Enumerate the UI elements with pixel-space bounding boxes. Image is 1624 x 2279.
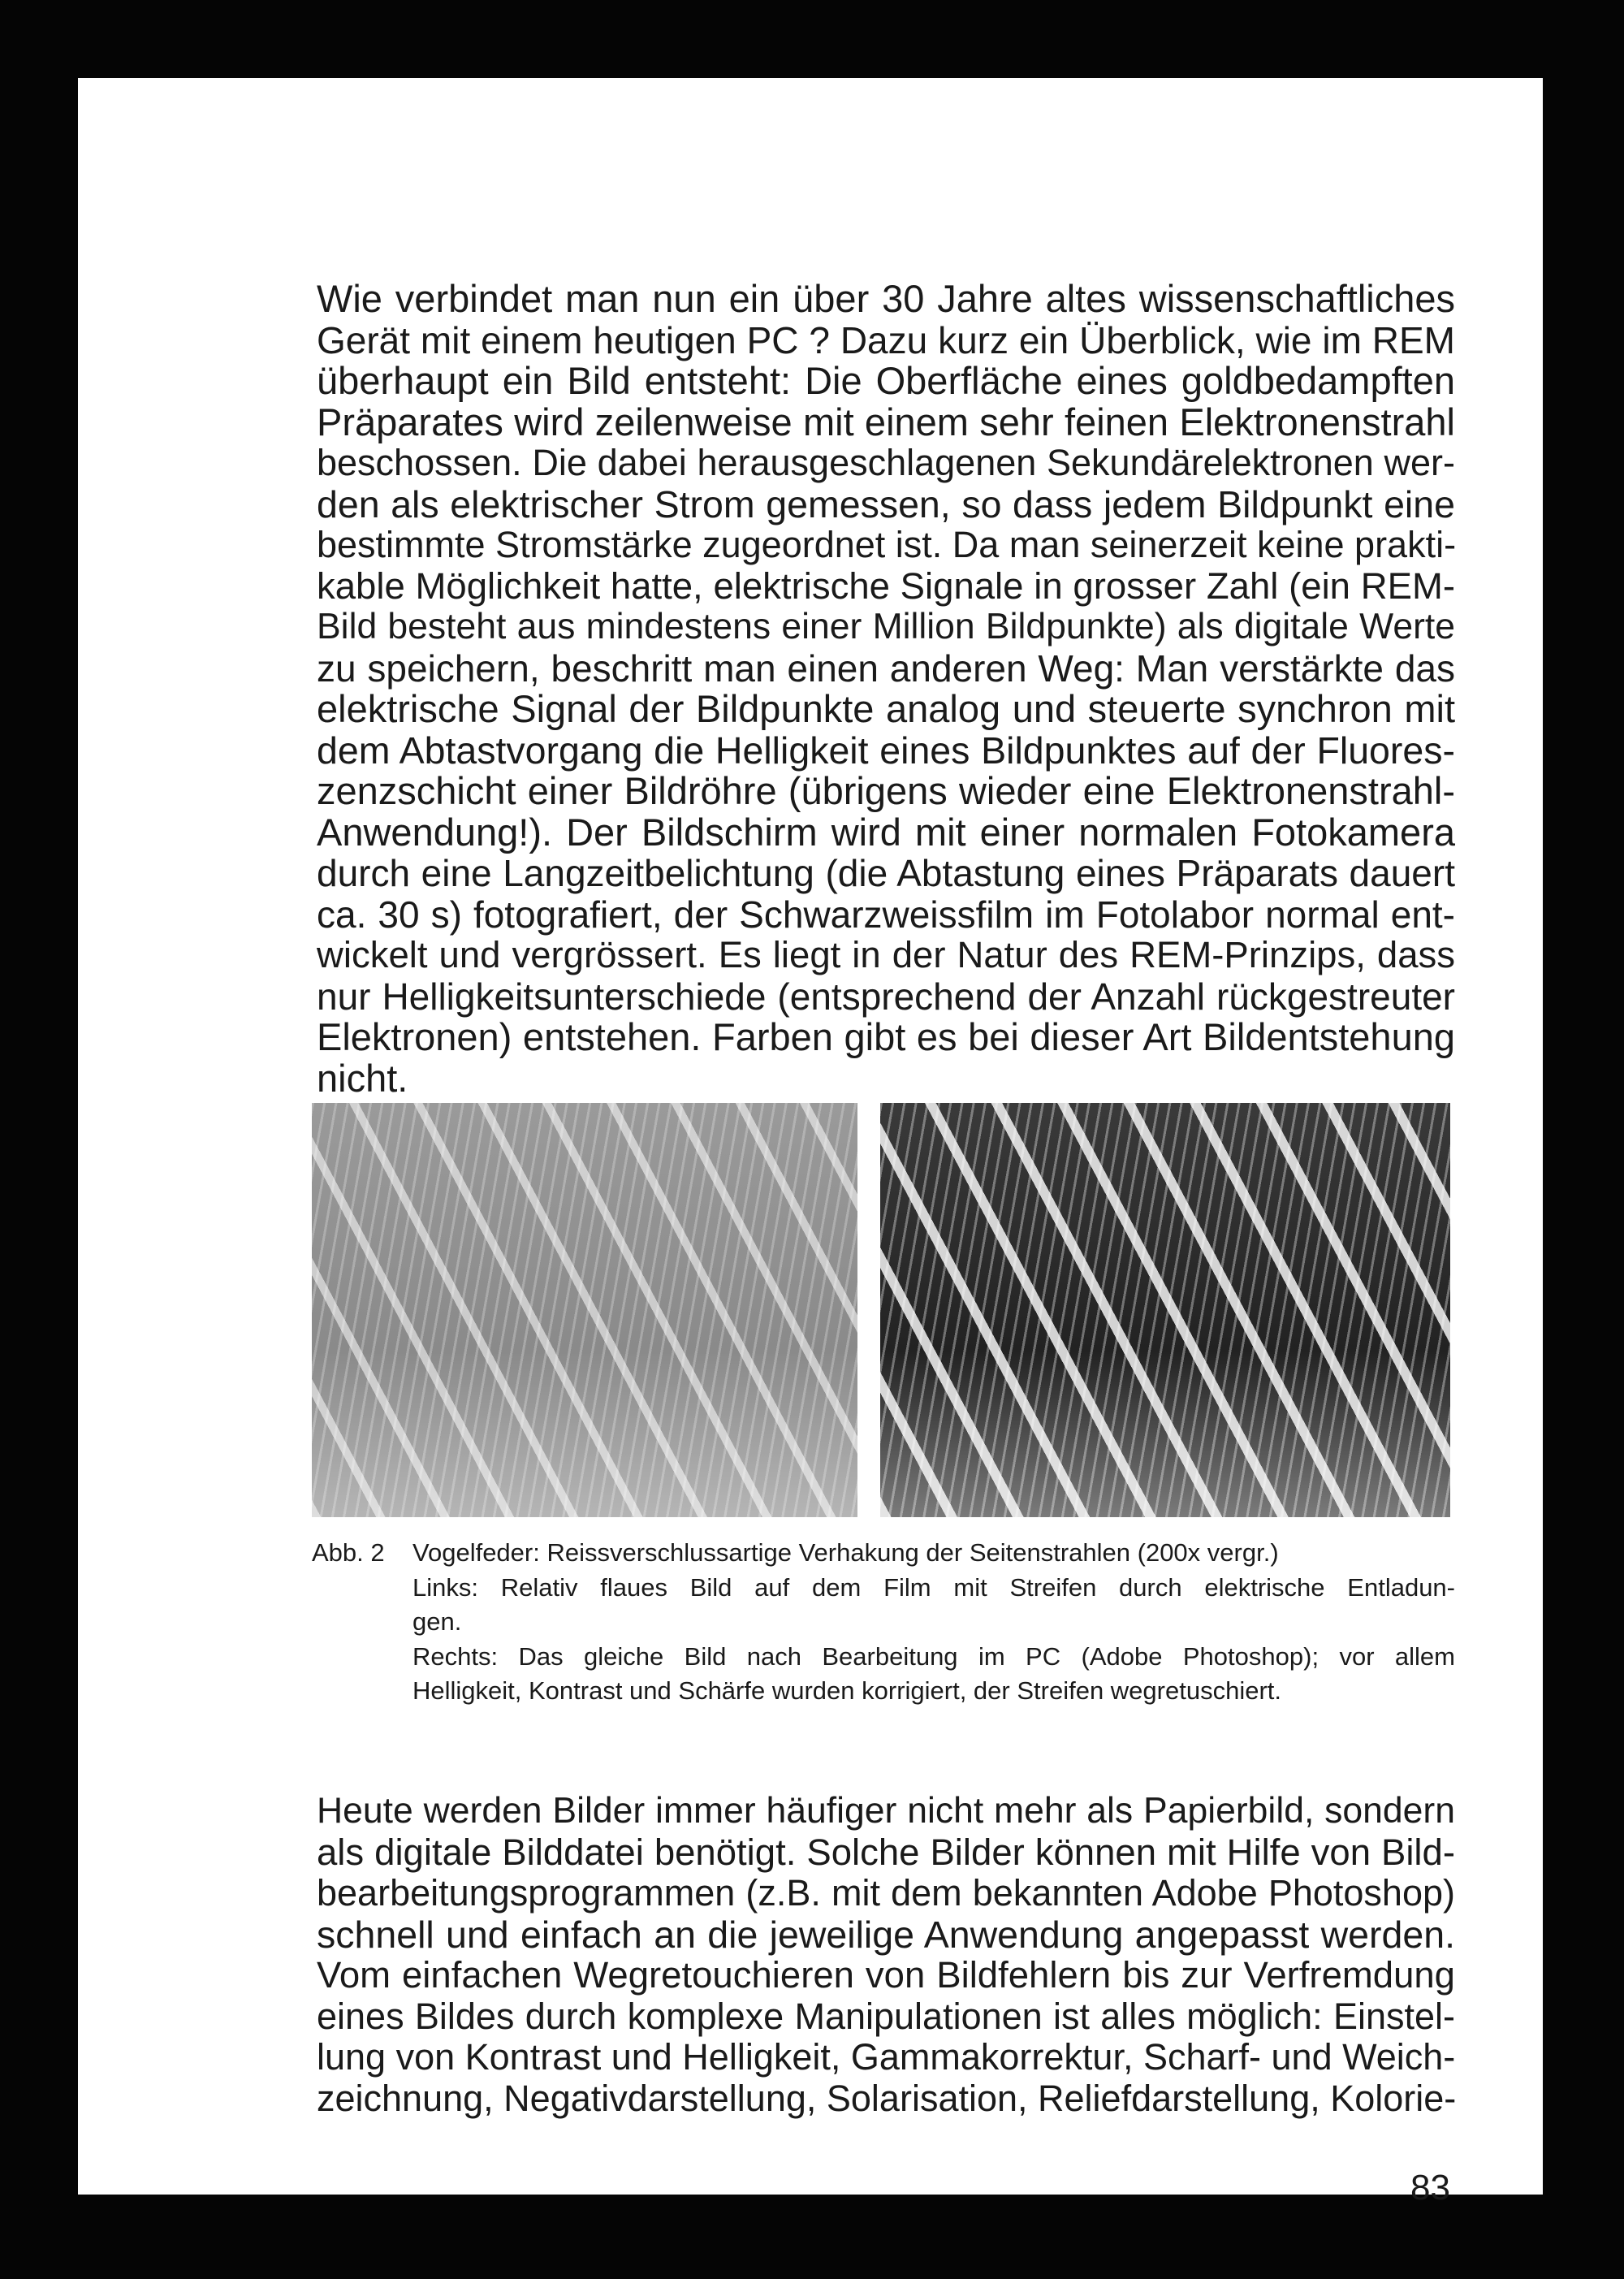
caption-line: Links: Relativ flaues Bild auf dem Film mit Streifen durch elektrische Entladun- [412, 1572, 1455, 1602]
text-line: Anwendung!). Der Bildschirm wird mit einer normalen Fotokamera [317, 810, 1455, 854]
text-line: zeichnung, Negativdarstellung, Solarisation, Reliefdarstellung, Kolorie- [317, 2077, 1457, 2119]
text-line: zu speichern, beschritt man einen anderen Weg: Man verstärkte das [317, 647, 1455, 690]
text-line: Wie verbindet man nun ein über 30 Jahre altes wissenschaftliches [317, 277, 1455, 320]
text-line: Elektronen) entstehen. Farben gibt es bei dieser Art Bildentstehung [317, 1015, 1455, 1058]
text-line: wickelt und vergrössert. Es liegt in der Natur des REM-Prinzips, dass [317, 934, 1455, 975]
text-line: den als elektrischer Strom gemessen, so dass jedem Bildpunkt eine [317, 482, 1455, 525]
text-line: nicht. [317, 1056, 408, 1100]
paragraph-digital-editing [317, 1791, 1455, 2119]
page-number: 83 [1410, 2168, 1450, 2208]
text-line: nur Helligkeitsunterschiede (entsprechend der Anzahl rückgestreuter [317, 975, 1455, 1018]
text-line: schnell und einfach an die jeweilige Anwendung angepasst werden. [317, 1913, 1455, 1956]
caption-line: gen. [412, 1607, 462, 1636]
text-line: elektrische Signal der Bildpunkte analog und steuerte synchron mit [317, 687, 1455, 730]
paragraph-rem-imaging [317, 279, 1455, 1099]
sem-image-left-original [312, 1103, 857, 1517]
caption-label: Abb. 2 [312, 1538, 385, 1567]
text-line: Präparates wird zeilenweise mit einem sehr feinen Elektronenstrahl [317, 400, 1455, 443]
text-line: als digitale Bilddatei benötigt. Solche Bilder können mit Hilfe von Bild- [317, 1831, 1455, 1873]
text-line: Vom einfachen Wegretouchieren von Bildfehlern bis zur Verfremdung [317, 1954, 1455, 1996]
caption-line: Vogelfeder: Reissverschlussartige Verhakung der Seitenstrahlen (200x vergr.) [412, 1538, 1279, 1567]
text-line: bearbeitungsprogrammen (z.B. mit dem bekannten Adobe Photoshop) [317, 1872, 1455, 1914]
caption-line: Rechts: Das gleiche Bild nach Bearbeitung im PC (Adobe Photoshop); vor allem [412, 1641, 1455, 1671]
sem-image-right-processed [880, 1103, 1450, 1517]
text-line: Gerät mit einem heutigen PC ? Dazu kurz ein Überblick, wie im REM [317, 318, 1455, 361]
text-line: Heute werden Bilder immer häufiger nicht mehr als Papierbild, sondern [317, 1791, 1455, 1831]
text-line: kable Möglichkeit hatte, elektrische Signale in grosser Zahl (ein REM- [317, 564, 1455, 607]
text-line: lung von Kontrast und Helligkeit, Gammakorrektur, Scharf- und Weich- [317, 2036, 1456, 2078]
caption-line: Helligkeit, Kontrast und Schärfe wurden korrigiert, der Streifen wegretuschiert. [412, 1676, 1281, 1705]
text-line: zenzschicht einer Bildröhre (übrigens wieder eine Elektronenstrahl- [317, 769, 1455, 812]
text-line: Bild besteht aus mindestens einer Million Bildpunkte) als digitale Werte [317, 607, 1455, 647]
text-line: durch eine Langzeitbelichtung (die Abtastung eines Präparats dauert [317, 852, 1455, 894]
text-line: bestimmte Stromstärke zugeordnet ist. Da man seinerzeit keine prakti- [317, 524, 1457, 565]
figure-caption [312, 1536, 1455, 1709]
text-line: überhaupt ein Bild entsteht: Die Oberfläche eines goldbedampften [317, 359, 1455, 402]
text-line: beschossen. Die dabei herausgeschlagenen Sekundärelektronen wer- [317, 442, 1455, 483]
document-page [78, 78, 1543, 2208]
text-line: ca. 30 s) fotografiert, der Schwarzweissfilm im Fotolabor normal ent- [317, 893, 1455, 936]
text-line: dem Abtastvorgang die Helligkeit eines Bildpunktes auf der Fluores- [317, 729, 1455, 772]
text-line: eines Bildes durch komplexe Manipulationen ist alles möglich: Einstel- [317, 1995, 1455, 2037]
